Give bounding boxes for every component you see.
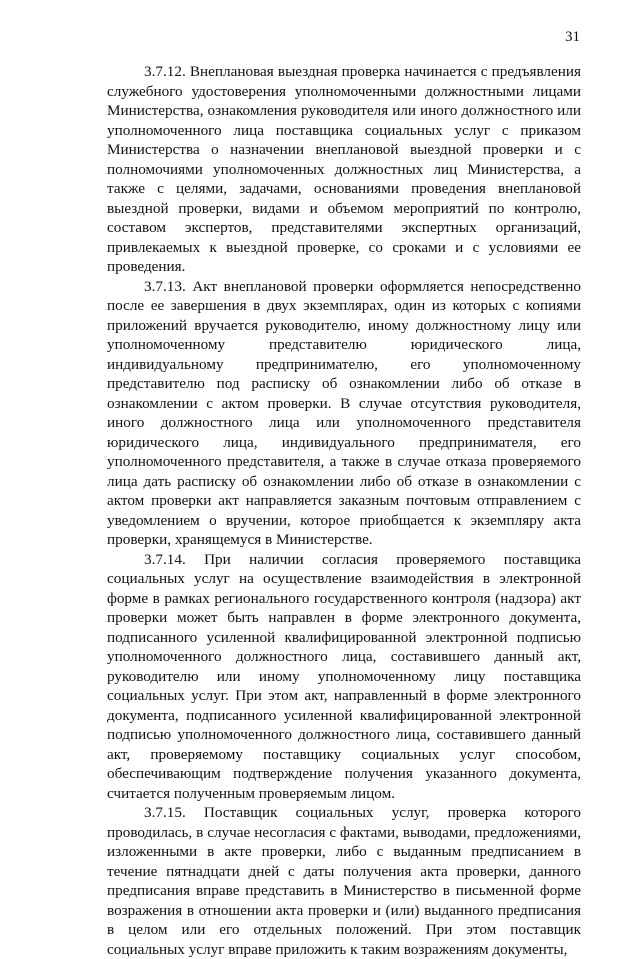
page-number: 31 — [565, 29, 580, 45]
paragraph-3-7-15: 3.7.15. Поставщик социальных услуг, проверка которого проводилась, в случае несогласия с фактами, выводами, предложениями, изложенными в акте проверки, либо с выданным предписанием в течение пятнадцати дней с даты получения акта проверки, данного предписания вправе представить в Министерство в письменной форме возражения в отношении акта проверки и (или) выданного предписания в целом или его отдельных положений. При этом поставщик социальных услуг вправе приложить к таким возражениям документы, — [107, 804, 581, 958]
paragraph-3-7-13: 3.7.13. Акт внеплановой проверки оформляется непосредственно после ее завершения в двух экземплярах, один из которых с копиями приложений вручается руководителю, иному должностному лицу или уполномоченному представителю юридического лица, индивидуальному предпринимателю, его уполномоченному представителю под расписку об ознакомлении либо об отказе в ознакомлении с актом проверки. В случае отсутствия руководителя, иного должностного лица или уполномоченного представителя юридического лица, индивидуального предпринимателя, его уполномоченного представителя, а также в случае отказа проверяемого лица дать расписку об ознакомлении либо об отказе в ознакомлении с актом проверки акт направляется заказным почтовым отправлением с уведомлением о вручении, которое приобщается к экземпляру акта проверки, хранящемуся в Министерстве. — [107, 277, 581, 548]
document-body — [107, 62, 581, 959]
paragraph-3-7-12: 3.7.12. Внеплановая выездная проверка начинается с предъявления служебного удостоверения уполномоченными должностными лицами Министерства, ознакомления руководителя или иного должностного или уполномоченного лица поставщика социальных услуг с приказом Министерства о назначении внеплановой выездной проверки и с полномочиями уполномоченных должностных лиц Министерства, а также с целями, задачами, основаниями проведения внеплановой выездной проверки, видами и объемом мероприятий по контролю, составом экспертов, представителями экспертных организаций, привлекаемых к выездной проверке, со сроками и с условиями ее проведения. — [107, 63, 581, 275]
paragraph-3-7-14: 3.7.14. При наличии согласия проверяемого поставщика социальных услуг на осуществление взаимодействия в электронной форме в рамках регионального государственного контроля (надзора) акт проверки может быть направлен в форме электронного документа, подписанного усиленной квалифицированной электронной подписью уполномоченного должностного лица, составившего данный акт, руководителю или иному уполномоченному лицу поставщика социальных услуг. При этом акт, направленный в форме электронного документа, подписанного усиленной квалифицированной электронной подписью уполномоченного должностного лица, составившего данный акт, проверяемому поставщику социальных услуг способом, обеспечивающим подтверждение получения указанного документа, считается полученным проверяемым лицом. — [107, 550, 581, 802]
